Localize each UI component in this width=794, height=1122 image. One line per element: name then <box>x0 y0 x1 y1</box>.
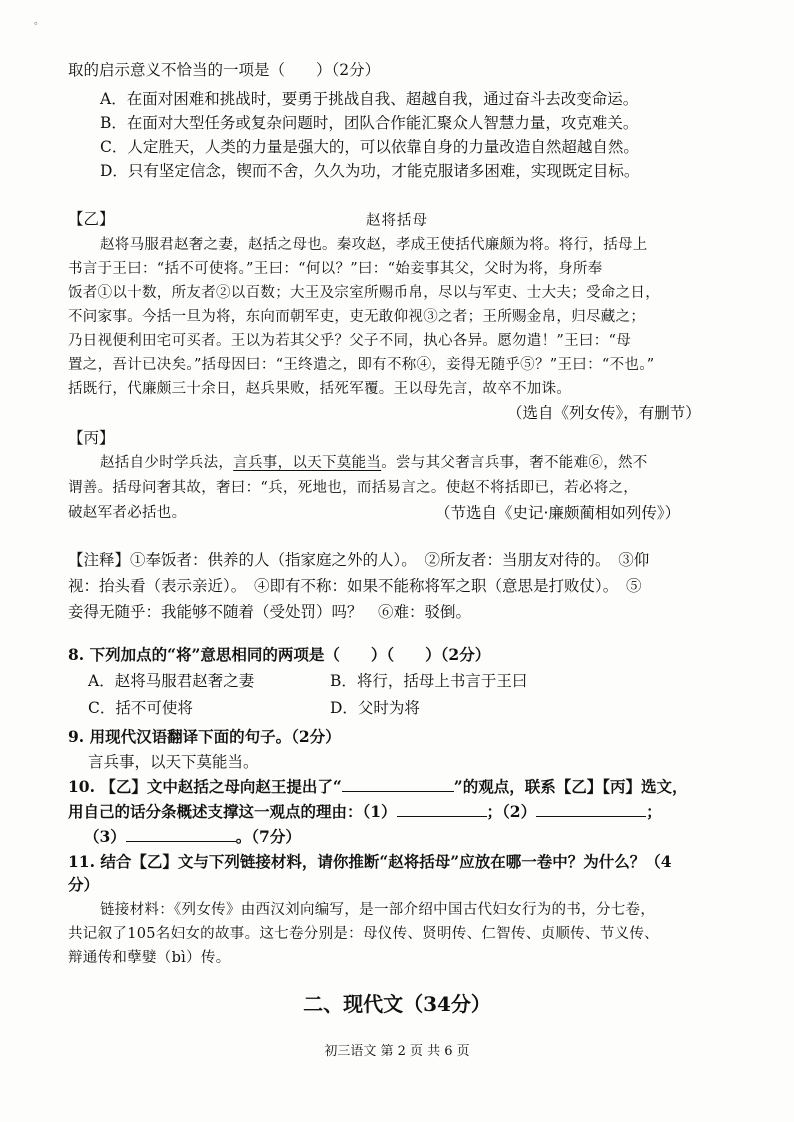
q10-line-2-b: ；（2） <box>486 802 537 821</box>
page-footer: 初三语文 第 2 页 共 6 页 <box>324 1044 470 1059</box>
q11-material-1: 链接材料：《列女传》由西汉刘向编写，是一部介绍中国古代妇女行为的书，分七卷， <box>100 902 656 918</box>
q10-line-3 <box>84 825 301 849</box>
q10-line-1-a: 10. 【乙】文中赵括之母向赵王提出了“ <box>68 777 342 796</box>
q9-sentence: 言兵事，以天下莫能当。 <box>88 753 259 771</box>
q7-option-d: D．只有坚定信念，锲而不舍，久久为功，才能克服诸多困难，实现既定目标。 <box>100 162 640 180</box>
bing-source: （节选自《史记·廉颇蔺相如列传》） <box>435 504 681 522</box>
q7-stem: 取的启示意义不恰当的一项是（ ）（2分） <box>68 61 381 79</box>
q7-option-c: C．人定胜天，人类的力量是强大的，可以依靠自身的力量改造自然超越自然。 <box>100 138 639 156</box>
yi-title: 赵将括母 <box>366 213 428 229</box>
yi-line-4: 不问家事。今括一旦为将，东向而朝军吏，吏无敢仰视③之者；王所赐金帛，归尽藏之； <box>68 309 646 325</box>
yi-line-1: 赵将马服君赵奢之妻，赵括之母也。秦攻赵，孝成王使括代廉颇为将。将行，括母上 <box>100 237 648 253</box>
notes-line-2: 视：抬头看（表示亲近）。 ④即有不称：如果不能称将军之职（意思是打败仗）。 ⑤ <box>68 577 642 595</box>
q10-line-1 <box>68 775 687 799</box>
section-2-title: 二、现代文（34分） <box>303 992 491 1016</box>
yi-line-7: 括既行，代廉颇三十余日，赵兵果败，括死军覆。王以母先言，故卒不加诛。 <box>68 381 572 397</box>
bing-line-3: 破赵军者必括也。 <box>68 505 187 521</box>
yi-source: （选自《列女传》，有删节） <box>507 404 701 422</box>
q10-line-3-b: 。（7分） <box>235 827 301 846</box>
q11-line-2: 分） <box>68 875 100 894</box>
q11-material-3: 辩通传和孽嬖（bì）传。 <box>68 950 231 966</box>
q10-reason-2-blank[interactable] <box>536 800 646 817</box>
corner-mark: 。 <box>34 16 44 27</box>
yi-line-2: 书言于王曰：“括不可使将。”王曰：“何以？”曰：“始妾事其父，父时为将，身所奉 <box>68 261 603 277</box>
yi-line-5: 乃日视便利田宅可买者。王以为若其父乎？父子不同，执心各异。愿勿遣！”王曰：“母 <box>68 333 632 349</box>
q8-option-b: B．将行，括母上书言于王曰 <box>330 672 528 690</box>
q10-viewpoint-blank[interactable] <box>342 775 454 792</box>
bing-line-1-pre: 赵括自少时学兵法， <box>100 455 234 471</box>
q8-stem: 8. 下列加点的“将”意思相同的两项是（ ）（ ）（2分） <box>68 645 491 664</box>
bing-line-1 <box>100 451 648 475</box>
yi-label: 【乙】 <box>68 210 115 228</box>
bing-label: 【丙】 <box>68 429 115 447</box>
q7-option-b: B．在面对大型任务或复杂问题时，团队合作能汇聚众人智慧力量，攻克难关。 <box>100 114 639 132</box>
q11-line-1: 11. 结合【乙】文与下列链接材料，请你推断“赵将括母”应放在哪一卷中？为什么？（4 <box>68 852 672 871</box>
q10-line-2-a: 用自己的话分条概述支撑这一观点的理由：（1） <box>68 802 397 821</box>
q8-option-a: A．赵将马服君赵奢之妻 <box>88 672 255 690</box>
q10-line-1-b: ”的观点，联系【乙】【丙】选文， <box>453 777 688 796</box>
q9-stem: 9. 用现代汉语翻译下面的句子。（2分） <box>68 727 341 746</box>
q10-line-2 <box>68 800 662 824</box>
q10-reason-1-blank[interactable] <box>397 800 487 817</box>
notes-line-3: 妾得无随乎：我能够不随着（受处罚）吗？ ⑥难：驳倒。 <box>68 603 472 621</box>
yi-line-3: 饭者①以十数，所友者②以百数；大王及宗室所赐币帛，尽以与军吏、士大夫；受命之日， <box>68 285 660 301</box>
q8-option-d: D．父时为将 <box>330 699 420 717</box>
q7-option-a: A．在面对困难和挑战时，要勇于挑战自我、超越自我，通过奋斗去改变命运。 <box>100 90 639 108</box>
bing-line-1-post: 。尝与其父奢言兵事，奢不能难⑥，然不 <box>381 455 648 471</box>
q11-material-2: 共记叙了105名妇女的故事。这七卷分别是：母仪传、贤明传、仁智传、贞顺传、节义传、 <box>68 926 659 942</box>
q10-line-2-c: ； <box>646 802 662 821</box>
bing-line-2: 谓善。括母问奢其故，奢曰：“兵，死地也，而括易言之。使赵不将括即已，若必将之， <box>68 480 639 496</box>
q10-line-3-a: （3） <box>84 827 126 846</box>
bing-underlined-sentence: 言兵事，以天下莫能当 <box>233 455 382 471</box>
yi-line-6: 置之，吾计已决矣。”括母因曰：“王终遣之，即有不称④，妾得无随乎⑤？”王曰：“不也。” <box>68 357 655 373</box>
q8-option-c: C．括不可使将 <box>88 699 193 717</box>
q10-reason-3-blank[interactable] <box>126 825 236 842</box>
notes-line-1: 【注释】①奉饭者：供养的人（指家庭之外的人）。 ②所友者：当朋友对待的。 ③仰 <box>68 551 650 569</box>
